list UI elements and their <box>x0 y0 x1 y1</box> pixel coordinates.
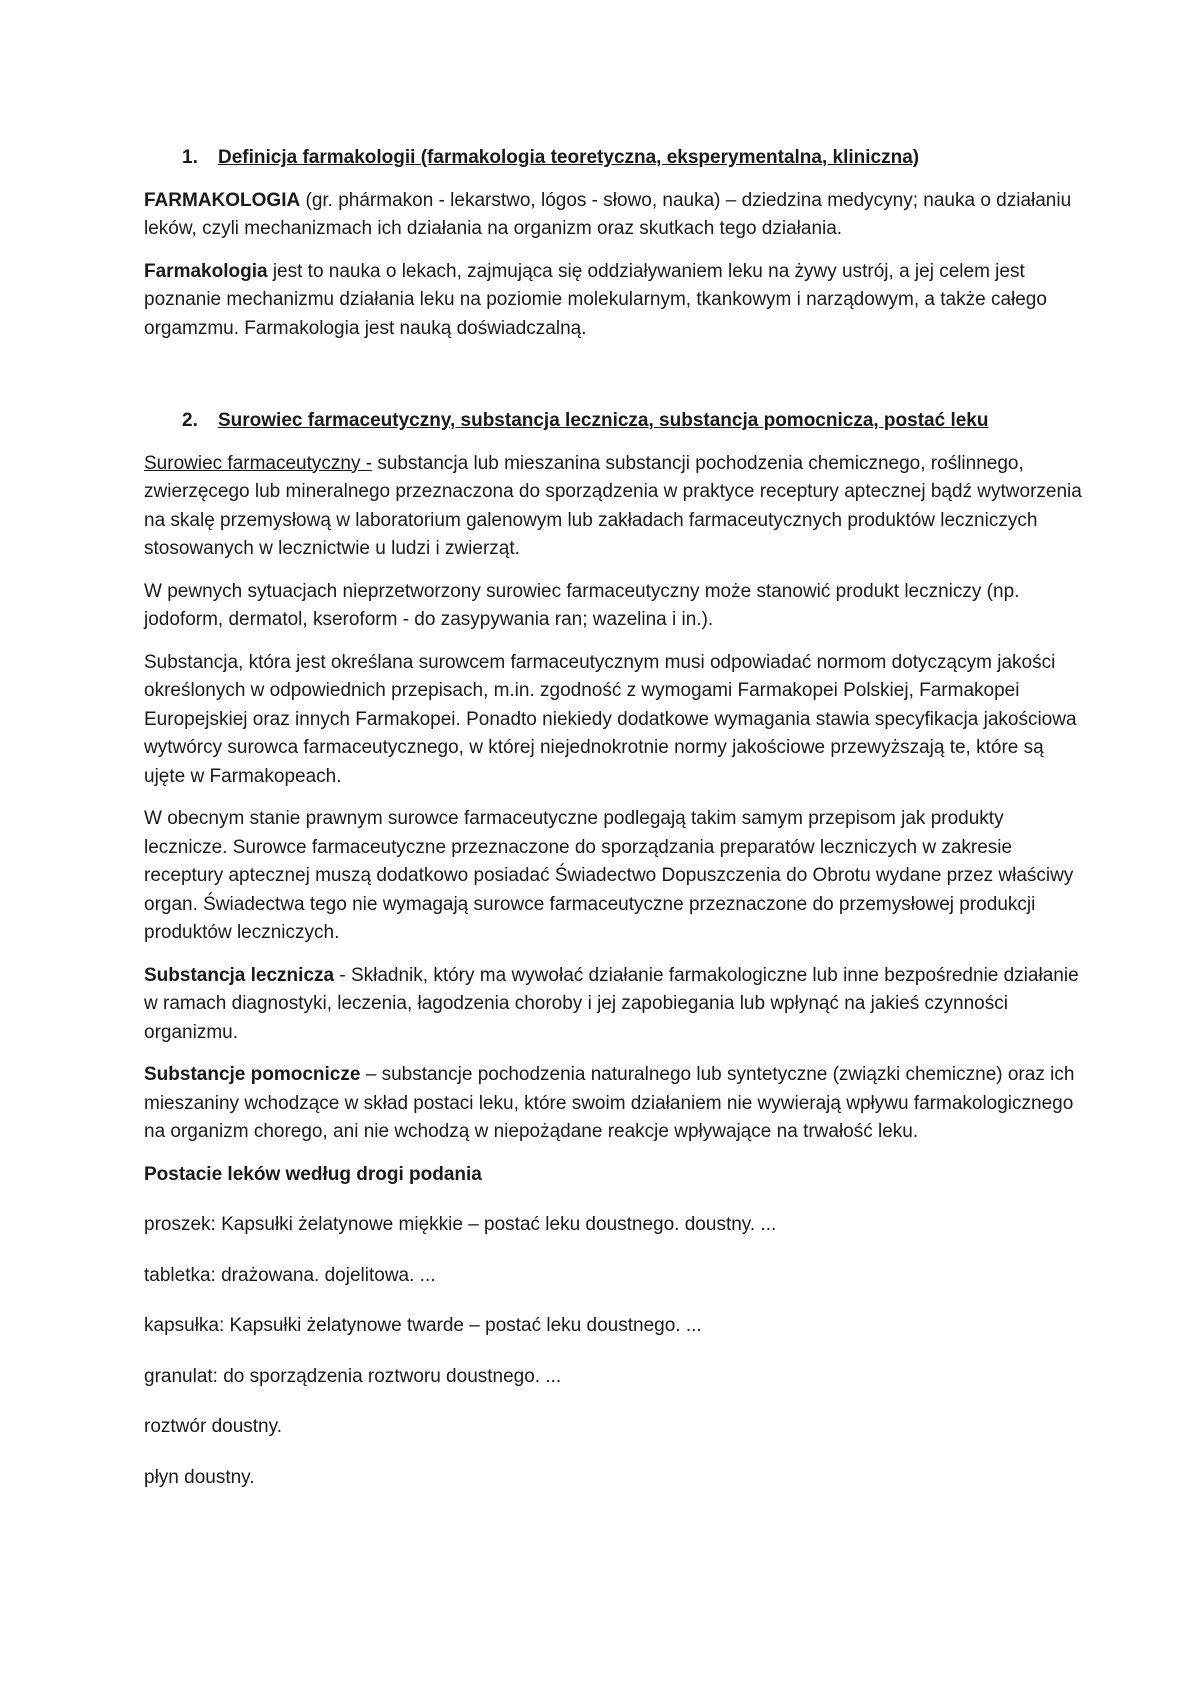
document-body <box>144 144 1084 1514</box>
section-2-title: Surowiec farmaceutyczny, substancja lecznicza, substancja pomocnicza, postać leku <box>218 410 989 431</box>
paragraph-text: substancja lub mieszanina substancji pochodzenia chemicznego, roślinnego, zwierzęcego lub mineralnego przeznaczona do sporządzenia w praktyce receptury aptecznej bądź wytworzenia na skalę przemysłową w laboratorium galenowym lub zakładach farmaceutycznych produktów leczniczych stosowanych w lecznictwie u ludzi i zwierząt. <box>144 452 1082 559</box>
paragraph-farmakologia-definition <box>144 187 1084 244</box>
paragraph-surowiec-definition <box>144 450 1084 564</box>
paragraph-substancje-pomocnicze <box>144 1061 1084 1147</box>
forms-list-item: płyn doustny. <box>144 1466 255 1488</box>
paragraph-farmakologia-description <box>144 258 1084 344</box>
term-substancja-lecznicza: Substancja lecznicza <box>144 964 335 986</box>
paragraph-text: jest to nauka o lekach, zajmująca się oddziaływaniem leku na żywy ustrój, a jej celem jest poznanie mechanizmu działania leku na poziomie molekularnym, tkankowym i narządowym, a także całego orgamzmu. Farmakologia jest nauką doświadczalną. <box>144 260 1047 339</box>
paragraph-surowiec-norms: Substancja, która jest określana surowcem farmaceutycznym musi odpowiadać normom dotyczącym jakości określonych w odpowiednich przepisach, m.in. zgodność z wymogami Farmakopei Polskiej, Farmakopei Europejskiej oraz innych Farmakopei. Ponadto niekiedy dodatkowe wymagania stawia specyfikacja jakościowa wytwórcy surowca farmaceutycznego, w której niejednokrotnie normy jakościowe przewyższają te, które są ujęte w Farmakopeach. <box>144 651 1077 787</box>
section-1-title: Definicja farmakologii (farmakologia teoretyczna, eksperymentalna, kliniczna) <box>218 147 920 168</box>
forms-heading <box>144 1161 1084 1190</box>
term-substancje-pomocnicze: Substancje pomocnicze <box>144 1064 361 1085</box>
paragraph-substancja-lecznicza <box>144 962 1084 1048</box>
paragraph-surowiec-examples: W pewnych sytuacjach nieprzetworzony surowiec farmaceutyczny może stanowić produkt leczniczy (np. jodoform, dermatol, kseroform - do zasypywania ran; wazelina i in.). <box>144 580 1020 630</box>
forms-list-item: roztwór doustny. <box>144 1416 282 1437</box>
section-1-heading <box>144 144 1084 173</box>
section-2-heading <box>144 407 1084 436</box>
term-farmakologia: Farmakologia <box>144 260 268 282</box>
forms-list-item: granulat: do sporządzenia roztworu doustnego. ... <box>144 1365 562 1387</box>
forms-heading-text: Postacie leków według drogi podania <box>144 1163 482 1185</box>
paragraph-text: - Składnik, który ma wywołać działanie farmakologiczne lub inne bezpośrednie działanie w ramach diagnostyki, leczenia, łagodzenia choroby i jej zapobiegania lub wpłynąć na jakieś czynności organizmu. <box>144 964 1079 1043</box>
term-surowiec: Surowiec farmaceutyczny - <box>144 452 373 474</box>
section-2-number: 2. <box>182 410 198 431</box>
paragraph-text: (gr. phármakon - lekarstwo, lógos - słowo, nauka) – dziedzina medycyny; nauka o działaniu leków, czyli mechanizmach ich działania na organizm oraz skutkach tego działania. <box>144 189 1072 239</box>
paragraph-text: – substancje pochodzenia naturalnego lub syntetyczne (związki chemiczne) oraz ich mieszaniny wchodzące w skład postaci leku, które swoim działaniem nie wywierają wpływu farmakologicznego na organizm chorego, ani nie wchodzą w niepożądane reakcje wpływające na trwałość leku. <box>144 1064 1075 1142</box>
section-1-number: 1. <box>182 147 198 168</box>
forms-list-item: proszek: Kapsułki żelatynowe miękkie – postać leku doustnego. doustny. ... <box>144 1214 777 1235</box>
spacer <box>144 357 1084 407</box>
paragraph-surowiec-law: W obecnym stanie prawnym surowce farmaceutyczne podlegają takim samym przepisom jak produkty lecznicze. Surowce farmaceutyczne przeznaczone do sporządzania preparatów leczniczych w zakresie receptury aptecznej muszą dodatkowo posiadać Świadectwo Dopuszczenia do Obrotu wydane przez właściwy organ. Świadectwa tego nie wymagają surowce farmaceutyczne przeznaczone do przemysłowej produkcji produktów leczniczych. <box>144 808 1074 943</box>
term-farmakologia-caps: FARMAKOLOGIA <box>144 189 301 211</box>
forms-list-item: kapsułka: Kapsułki żelatynowe twarde – postać leku doustnego. ... <box>144 1315 702 1336</box>
forms-list-item: tabletka: drażowana. dojelitowa. ... <box>144 1264 436 1286</box>
